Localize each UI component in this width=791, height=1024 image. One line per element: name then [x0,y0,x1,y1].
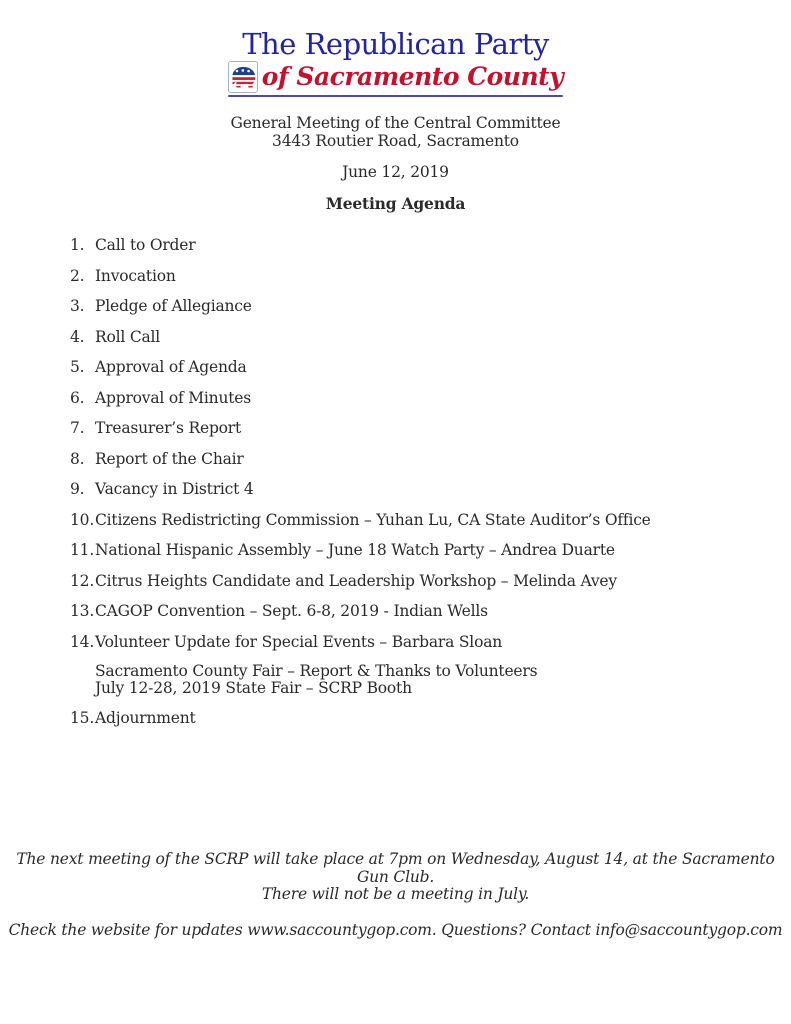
agenda-item-body [95,388,251,408]
agenda-heading: Meeting Agenda [325,194,466,213]
agenda-item-number: 5. [70,358,85,376]
agenda-item-body [95,266,176,286]
agenda-item-subnote [95,663,537,698]
next-meeting-line2: There will not be a meeting in July. [261,885,530,903]
agenda-item-4 [70,327,791,347]
agenda-item-text: Report of the Chair [95,449,244,468]
agenda-item-text: Invocation [95,266,176,285]
agenda-item-number: 15. [70,709,95,727]
gop-elephant-logo-icon [228,61,258,93]
agenda-item-text: Citizens Redistricting Commission – Yuhan Lu, CA State Auditor’s Office [95,510,651,529]
agenda-item-number: 4. [70,327,85,346]
agenda-item-text: Pledge of Allegiance [95,297,252,315]
agenda-item-14 [70,632,791,698]
agenda-item-body [95,357,247,377]
agenda-item-body [95,418,241,438]
agenda-item-body [95,479,254,499]
agenda-item-body [95,296,252,316]
agenda-item-subnote-line: Sacramento County Fair – Report & Thanks to Volunteers [95,661,538,680]
agenda-item-subnote-line: July 12-28, 2019 State Fair – SCRP Booth [95,679,412,697]
agenda-item-number: 3. [70,297,85,315]
agenda-item-text: Vacancy in District 4 [95,480,254,498]
agenda-item-2 [70,266,791,286]
agenda-item-body [95,510,651,530]
agenda-item-number: 7. [70,419,85,437]
meeting-address: 3443 Routier Road, Sacramento [272,132,519,150]
meeting-info [0,114,791,213]
agenda-item-number: 9. [70,480,85,498]
agenda-item-1 [70,235,791,255]
agenda-item-number: 10. [70,510,95,529]
agenda-item-number: 11. [70,541,95,559]
agenda-item-text: Approval of Minutes [95,388,252,407]
agenda-item-text: National Hispanic Assembly – June 18 Watch Party – Andrea Duarte [95,541,615,559]
agenda-item-text: Call to Order [95,236,196,254]
masthead [0,0,791,97]
meeting-title: General Meeting of the Central Committee [230,114,561,132]
agenda-item-9 [70,479,791,499]
agenda-item-10 [70,510,791,530]
agenda-item-15 [70,708,791,728]
agenda-item-number: 12. [70,571,95,590]
agenda-item-6 [70,388,791,408]
agenda-item-text: Approval of Agenda [95,358,247,376]
agenda-item-text: Citrus Heights Candidate and Leadership Workshop – Melinda Avey [95,571,617,590]
agenda-item-text: Treasurer’s Report [95,419,242,437]
agenda-item-5 [70,357,791,377]
agenda-item-13 [70,601,791,621]
next-meeting-notice [0,851,791,904]
agenda-list [70,235,791,728]
agenda-item-12 [70,571,791,591]
agenda-item-number: 2. [70,266,85,285]
agenda-item-text: Adjournment [95,709,196,727]
agenda-item-3 [70,296,791,316]
agenda-item-body [95,540,615,560]
footer-contact-info: Check the website for updates www.saccountygop.com. Questions? Contact info@saccountygop.com [8,920,783,939]
org-name-title: The Republican Party [242,27,549,61]
agenda-item-text: CAGOP Convention – Sept. 6-8, 2019 - Indian Wells [95,602,488,620]
agenda-item-7 [70,418,791,438]
masthead-inner [228,28,563,97]
agenda-item-number: 8. [70,449,85,468]
agenda-item-body [95,571,617,591]
masthead-divider [228,95,563,97]
agenda-item-body [95,601,488,621]
agenda-item-body [95,235,195,255]
agenda-item-11 [70,540,791,560]
agenda-item-text: Volunteer Update for Special Events – Barbara Sloan [95,632,503,651]
agenda-item-body [95,708,196,728]
agenda-item-number: 6. [70,388,85,407]
agenda-item-body [95,632,537,698]
agenda-item-8 [70,449,791,469]
agenda-item-text: Roll Call [95,327,161,346]
agenda-item-number: 14. [70,632,95,651]
agenda-item-body [95,449,244,469]
meeting-date: June 12, 2019 [342,163,449,181]
org-subtitle-row [228,61,563,93]
agenda-item-number: 1. [70,236,85,254]
document-footer [0,851,791,939]
agenda-item-number: 13. [70,602,95,620]
org-subtitle: of Sacramento County [261,62,564,91]
next-meeting-line1: The next meeting of the SCRP will take place at 7pm on Wednesday, August 14, at the Sacramento Gun Club. [16,850,775,886]
agenda-item-body [95,327,160,347]
